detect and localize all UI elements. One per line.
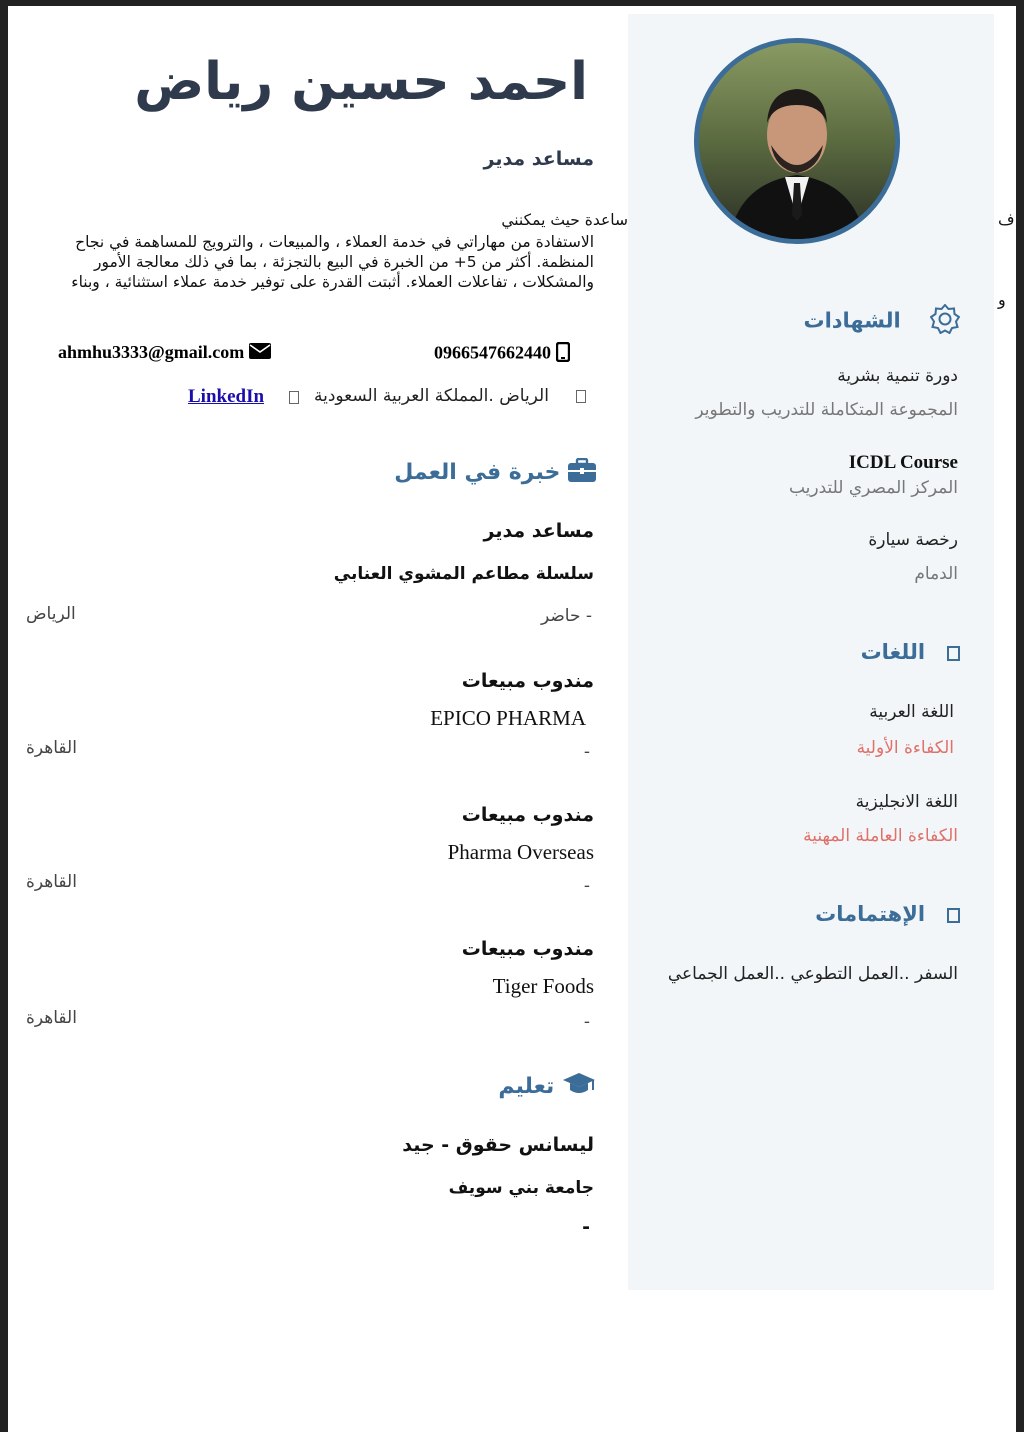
- certificate-name: دورة تنمية بشرية: [837, 366, 958, 386]
- email-contact: [58, 342, 271, 364]
- interests-text: السفر ..العمل التطوعي ..العمل الجماعي: [667, 964, 958, 984]
- interests-heading: [815, 902, 960, 926]
- language-name: اللغة العربية: [869, 702, 954, 722]
- languages-heading: [861, 640, 960, 664]
- summary-line: الاستفادة من مهاراتي في خدمة العملاء ، والمبيعات ، والترويج للمساهمة في نجاح: [75, 233, 594, 251]
- linkedin-link[interactable]: LinkedIn: [188, 386, 265, 407]
- location-text: الرياض .المملكة العربية السعودية: [313, 386, 549, 406]
- certificate-badge-icon: [930, 304, 960, 339]
- experience-title: مندوب مبيعات: [461, 670, 594, 692]
- experience-city: القاهرة: [26, 1008, 77, 1028]
- experience-company: EPICO PHARMA: [430, 706, 586, 730]
- experience-title: مندوب مبيعات: [461, 938, 594, 960]
- job-title: مساعد مدير: [483, 148, 594, 170]
- certificate-name: رخصة سيارة: [868, 530, 958, 550]
- certificate-issuer: المجموعة المتكاملة للتدريب والتطوير: [695, 400, 958, 420]
- experience-period: -: [583, 876, 590, 896]
- certificate-issuer: الدمام: [914, 564, 958, 584]
- experience-company: سلسلة مطاعم المشوي العنابي: [333, 564, 594, 584]
- certificates-heading: [803, 304, 960, 339]
- linkedin-contact: [188, 386, 299, 408]
- linkedin-icon: [289, 391, 299, 404]
- experience-heading-text: خبرة في العمل: [394, 460, 561, 485]
- edge-text-fragment: و: [998, 290, 1006, 309]
- experience-company: Pharma Overseas: [447, 840, 594, 864]
- summary-line: المنظمة. أكثر من 5+ من الخبرة في البيع بالتجزئة ، بما في ذلك معالجة الأمور: [93, 253, 594, 271]
- language-icon: [947, 646, 960, 661]
- summary-line: والمشكلات ، تفاعلات العملاء. أثبتت القدرة على توفير خدمة عملاء استثنائية ، وبناء: [71, 273, 594, 291]
- person-silhouette-icon: [699, 43, 895, 239]
- language-level: الكفاءة الأولية: [856, 738, 954, 758]
- education-degree: ليسانس حقوق - جيد: [402, 1134, 594, 1156]
- language-name: اللغة الانجليزية: [855, 792, 958, 812]
- experience-city: الرياض: [26, 604, 76, 624]
- email-address[interactable]: ahmhu3333@gmail.com: [58, 342, 245, 362]
- interests-icon: [947, 908, 960, 923]
- summary-line: ساعدة حيث يمكنني: [501, 211, 628, 229]
- phone-number: 0966547662440: [434, 342, 551, 363]
- languages-heading-text: اللغات: [860, 640, 926, 664]
- interests-heading-text: الإهتمامات: [815, 902, 926, 926]
- mobile-phone-icon: [556, 342, 570, 367]
- certificate-issuer: المركز المصري للتدريب: [788, 478, 958, 498]
- graduation-cap-icon: [562, 1072, 596, 1102]
- experience-period: -: [583, 742, 590, 762]
- education-period: -: [582, 1216, 590, 1238]
- phone-contact: [434, 342, 570, 367]
- experience-company: Tiger Foods: [492, 974, 594, 998]
- experience-title: مساعد مدير: [483, 520, 594, 542]
- experience-city: القاهرة: [26, 738, 77, 758]
- certificates-heading-text: الشهادات: [803, 308, 901, 333]
- education-heading: [498, 1072, 596, 1102]
- briefcase-icon: [568, 458, 596, 488]
- resume-page: [8, 6, 1016, 1432]
- experience-period: - حاضر: [540, 606, 592, 626]
- person-name: احمد حسين رياض: [134, 52, 588, 112]
- edge-text-fragment: ف: [998, 210, 1015, 229]
- profile-photo: [694, 38, 900, 244]
- location-icon: [576, 390, 586, 403]
- education-heading-text: تعليم: [498, 1074, 555, 1099]
- experience-heading: [394, 458, 596, 488]
- experience-title: مندوب مبيعات: [461, 804, 594, 826]
- language-level: الكفاءة العاملة المهنية: [803, 826, 958, 846]
- certificate-name: ICDL Course: [848, 452, 958, 473]
- experience-city: القاهرة: [26, 872, 77, 892]
- experience-period: -: [583, 1012, 590, 1032]
- location-contact: [314, 386, 586, 406]
- envelope-icon: [249, 343, 271, 364]
- education-school: جامعة بني سويف: [448, 1178, 594, 1198]
